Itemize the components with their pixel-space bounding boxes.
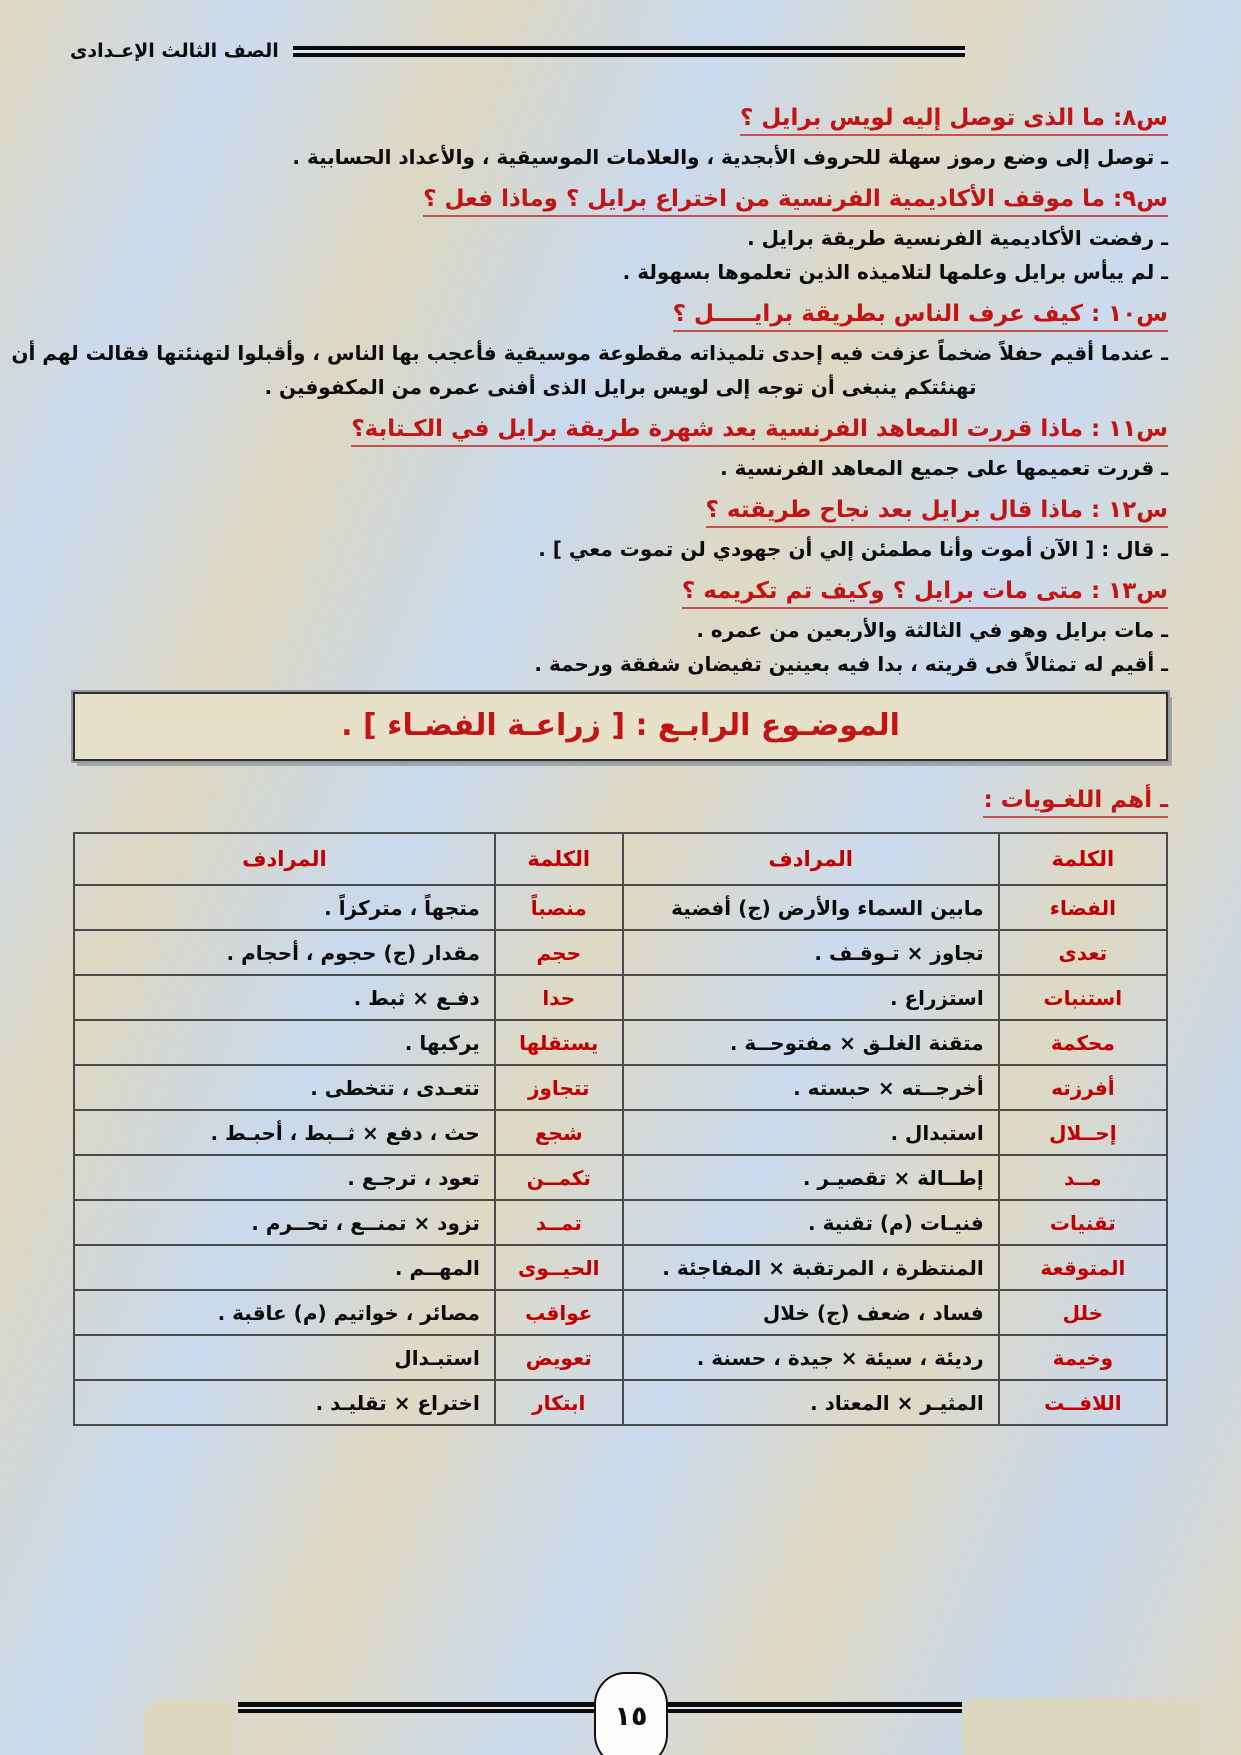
col-header-word: الكلمة <box>999 833 1167 885</box>
word-cell: أفرزته <box>999 1065 1167 1110</box>
table-row <box>74 975 1167 1020</box>
word-cell: المتوقعة <box>999 1245 1167 1290</box>
word-cell: الحيــوى <box>495 1245 623 1290</box>
word-cell: تعويض <box>495 1335 623 1380</box>
word-cell: تكمــن <box>495 1155 623 1200</box>
synonym-cell: اختراع × تقليـد . <box>74 1380 495 1425</box>
question-heading: س١٣ : متى مات برايل ؟ وكيف تم تكريمه ؟ <box>73 578 1168 609</box>
synonym-cell: مابين السماء والأرض (ج) أفضية <box>623 885 999 930</box>
synonym-cell: إطــالة × تقصيـر . <box>623 1155 999 1200</box>
word-cell: منصباً <box>495 885 623 930</box>
qa-block <box>73 186 1168 284</box>
table-row <box>74 1290 1167 1335</box>
answer-line: ـ قال : [ الآن أموت وأنا مطمئن إلي أن جهودي لن تموت معي ] . <box>538 537 1168 561</box>
col-header-word: الكلمة <box>495 833 623 885</box>
col-header-synonym: المرادف <box>74 833 495 885</box>
table-row <box>74 1200 1167 1245</box>
table-header-row <box>74 833 1167 885</box>
synonym-cell: مقدار (ج) حجوم ، أحجام . <box>74 930 495 975</box>
qa-block <box>73 105 1168 169</box>
word-cell: الفضاء <box>999 885 1167 930</box>
synonym-cell: دفـع × ثبط . <box>74 975 495 1020</box>
word-cell: شجع <box>495 1110 623 1155</box>
grade-label: الصف الثالث الإعـدادى <box>70 40 279 62</box>
answer-line: تهنئتكم ينبغى أن توجه إلى لويس برايل الذى أفنى عمره من المكفوفين . <box>264 375 977 399</box>
corner-decoration-left <box>144 1700 236 1755</box>
vocab-heading: ـ أهم اللغـويات : <box>73 787 1168 818</box>
page-content <box>0 62 1241 1426</box>
question-heading: س١٠ : كيف عرف الناس بطريقة برايـــــل ؟ <box>73 301 1168 332</box>
qa-block <box>73 497 1168 561</box>
synonym-cell: استزراع . <box>623 975 999 1020</box>
col-header-synonym: المرادف <box>623 833 999 885</box>
word-cell: محكمة <box>999 1020 1167 1065</box>
word-cell: تتجاوز <box>495 1065 623 1110</box>
word-cell: تقنيات <box>999 1200 1167 1245</box>
synonym-cell: تجاوز × تـوقـف . <box>623 930 999 975</box>
qa-block <box>73 578 1168 676</box>
answer-line: ـ مات برايل وهو في الثالثة والأربعين من عمره . <box>696 618 1168 642</box>
word-cell: حجم <box>495 930 623 975</box>
topic-banner-text: الموضـوع الرابـع : [ زراعـة الفضـاء ] . <box>341 708 900 743</box>
synonym-cell: استبدال . <box>623 1110 999 1155</box>
word-cell: عواقب <box>495 1290 623 1335</box>
synonym-cell: تتعـدى ، تتخطى . <box>74 1065 495 1110</box>
synonym-cell: مصائر ، خواتيم (م) عاقبة . <box>74 1290 495 1335</box>
synonym-cell: حث ، دفع × ثــبط ، أحبـط . <box>74 1110 495 1155</box>
synonym-cell: تزود × تمنــع ، تحــرم . <box>74 1200 495 1245</box>
synonym-cell: فنيـات (م) تقنية . <box>623 1200 999 1245</box>
synonym-cell: استبـدال <box>74 1335 495 1380</box>
table-row <box>74 1245 1167 1290</box>
table-row <box>74 1065 1167 1110</box>
synonym-cell: المهــم . <box>74 1245 495 1290</box>
question-heading: س٩: ما موقف الأكاديمية الفرنسية من اختراع برايل ؟ وماذا فعل ؟ <box>73 186 1168 217</box>
answer-line: ـ أقيم له تمثالاً فى قريته ، بدا فيه بعينين تفيضان شفقة ورحمة . <box>534 652 1168 676</box>
table-row <box>74 1110 1167 1155</box>
answer-line: ـ توصل إلى وضع رموز سهلة للحروف الأبجدية ، والعلامات الموسيقية ، والأعداد الحسابية . <box>292 145 1168 169</box>
corner-decoration-right <box>962 1698 1202 1755</box>
question-heading: س١١ : ماذا قررت المعاهد الفرنسية بعد شهرة طريقة برايل في الكـتابة؟ <box>73 416 1168 447</box>
word-cell: مــد <box>999 1155 1167 1200</box>
word-cell: وخيمة <box>999 1335 1167 1380</box>
synonym-cell: المنتظرة ، المرتقبة × المفاجئة . <box>623 1245 999 1290</box>
answer-line: ـ رفضت الأكاديمية الفرنسية طريقة برايل . <box>747 226 1168 250</box>
answer-line: ـ عندما أقيم حفلاً ضخماً عزفت فيه إحدى تلميذاته مقطوعة موسيقية فأعجب بها الناس ، وأقبلوا لتهنئتها فقالت لهم أن <box>11 341 1168 365</box>
table-row <box>74 1380 1167 1425</box>
synonym-cell: متقنة الغلـق × مفتوحــة . <box>623 1020 999 1065</box>
word-cell: اللافــت <box>999 1380 1167 1425</box>
answer-line: ـ لم ييأس برايل وعلمها لتلاميذه الذين تعلموها بسهولة . <box>622 260 1168 284</box>
word-cell: حدا <box>495 975 623 1020</box>
table-row <box>74 930 1167 975</box>
answer-line: ـ قررت تعميمها على جميع المعاهد الفرنسية . <box>720 456 1168 480</box>
word-cell: ابتكار <box>495 1380 623 1425</box>
word-cell: خلل <box>999 1290 1167 1335</box>
qa-block <box>11 301 1168 399</box>
word-cell: تعدى <box>999 930 1167 975</box>
synonym-cell: تعود ، ترجـع . <box>74 1155 495 1200</box>
synonym-cell: المثيـر × المعتاد . <box>623 1380 999 1425</box>
synonym-cell: أخرجــته × حبسته . <box>623 1065 999 1110</box>
word-cell: يستقلها <box>495 1020 623 1065</box>
question-heading: س٨: ما الذى توصل إليه لويس برايل ؟ <box>73 105 1168 136</box>
table-row <box>74 885 1167 930</box>
page-number: ١٥ <box>614 1701 648 1732</box>
vocab-table <box>73 832 1168 1426</box>
page-number-badge <box>594 1672 668 1755</box>
word-cell: تمــد <box>495 1200 623 1245</box>
page-header <box>0 0 1241 62</box>
synonym-cell: يركبها . <box>74 1020 495 1065</box>
synonym-cell: فساد ، ضعف (ج) خلال <box>623 1290 999 1335</box>
synonym-cell: رديئة ، سيئة × جيدة ، حسنة . <box>623 1335 999 1380</box>
question-heading: س١٢ : ماذا قال برايل بعد نجاح طريقته ؟ <box>73 497 1168 528</box>
table-row <box>74 1155 1167 1200</box>
synonym-cell: متجهاً ، متركزاً . <box>74 885 495 930</box>
table-row <box>74 1335 1167 1380</box>
qa-block <box>73 416 1168 480</box>
word-cell: إحــلال <box>999 1110 1167 1155</box>
topic-banner <box>73 692 1168 761</box>
word-cell: استنبات <box>999 975 1167 1020</box>
header-rule <box>293 46 965 57</box>
table-row <box>74 1020 1167 1065</box>
